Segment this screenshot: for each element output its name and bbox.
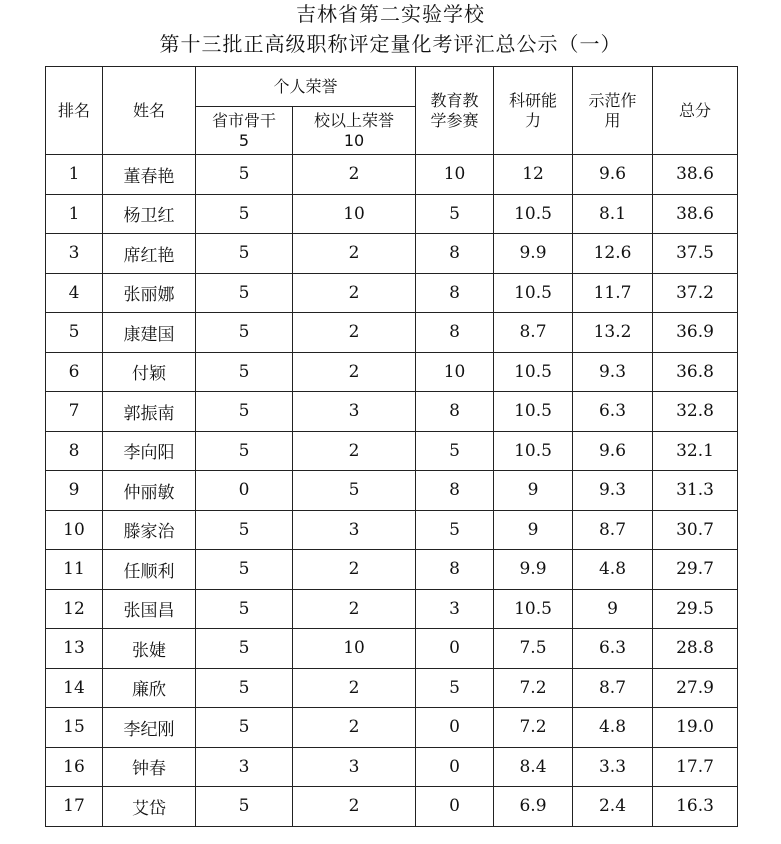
demo-score-cell: 2.4 bbox=[573, 787, 653, 827]
provincial-score-cell: 5 bbox=[196, 352, 293, 392]
school-title: 吉林省第二实验学校 bbox=[296, 2, 485, 26]
header-name: 姓名 bbox=[103, 67, 196, 155]
table-row bbox=[46, 155, 738, 195]
table-row bbox=[46, 668, 738, 708]
provincial-score-cell: 5 bbox=[196, 510, 293, 550]
header-demo-label: 示范作用 bbox=[588, 90, 637, 130]
teaching-score-cell: 8 bbox=[416, 471, 494, 511]
teaching-score-cell: 8 bbox=[416, 273, 494, 313]
total-score-cell: 29.5 bbox=[653, 589, 738, 629]
teaching-score-cell: 0 bbox=[416, 629, 494, 669]
total-score-cell: 29.7 bbox=[653, 550, 738, 590]
rank-cell: 5 bbox=[46, 313, 103, 353]
rank-cell: 7 bbox=[46, 392, 103, 432]
provincial-score-cell: 5 bbox=[196, 234, 293, 274]
research-score-cell: 7.2 bbox=[494, 708, 573, 748]
research-score-cell: 10.5 bbox=[494, 352, 573, 392]
header-research bbox=[494, 67, 573, 155]
total-score-cell: 27.9 bbox=[653, 668, 738, 708]
rank-cell: 4 bbox=[46, 273, 103, 313]
name-cell: 张国昌 bbox=[103, 589, 196, 629]
name-cell: 郭振南 bbox=[103, 392, 196, 432]
rank-cell: 11 bbox=[46, 550, 103, 590]
header-teaching-label: 教育教学参赛 bbox=[430, 90, 479, 130]
demo-score-cell: 4.8 bbox=[573, 550, 653, 590]
teaching-score-cell: 10 bbox=[416, 155, 494, 195]
table-row bbox=[46, 471, 738, 511]
provincial-score-cell: 0 bbox=[196, 471, 293, 511]
teaching-score-cell: 0 bbox=[416, 747, 494, 787]
rank-cell: 8 bbox=[46, 431, 103, 471]
table-row bbox=[46, 589, 738, 629]
rank-cell: 17 bbox=[46, 787, 103, 827]
teaching-score-cell: 8 bbox=[416, 313, 494, 353]
school-honor-score-cell: 2 bbox=[293, 668, 416, 708]
name-cell: 康建国 bbox=[103, 313, 196, 353]
demo-score-cell: 9.6 bbox=[573, 155, 653, 195]
rank-cell: 3 bbox=[46, 234, 103, 274]
table-row bbox=[46, 352, 738, 392]
provincial-score-cell: 5 bbox=[196, 155, 293, 195]
name-cell: 杨卫红 bbox=[103, 194, 196, 234]
provincial-score-cell: 5 bbox=[196, 550, 293, 590]
table-row bbox=[46, 431, 738, 471]
teaching-score-cell: 8 bbox=[416, 234, 494, 274]
research-score-cell: 9 bbox=[494, 471, 573, 511]
school-honor-score-cell: 10 bbox=[293, 194, 416, 234]
header-demo bbox=[573, 67, 653, 155]
total-score-cell: 32.8 bbox=[653, 392, 738, 432]
school-honor-score-cell: 2 bbox=[293, 431, 416, 471]
school-honor-score-cell: 2 bbox=[293, 273, 416, 313]
header-provincial bbox=[196, 107, 293, 155]
header-teaching bbox=[416, 67, 494, 155]
demo-score-cell: 3.3 bbox=[573, 747, 653, 787]
header-provincial-max: 5 bbox=[238, 130, 250, 150]
teaching-score-cell: 3 bbox=[416, 589, 494, 629]
school-honor-score-cell: 2 bbox=[293, 787, 416, 827]
document-title: 第十三批正高级职称评定量化考评汇总公示（一） bbox=[159, 32, 622, 56]
research-score-cell: 7.2 bbox=[494, 668, 573, 708]
provincial-score-cell: 5 bbox=[196, 668, 293, 708]
provincial-score-cell: 5 bbox=[196, 194, 293, 234]
header-provincial-label: 省市骨干 bbox=[211, 110, 276, 130]
research-score-cell: 12 bbox=[494, 155, 573, 195]
name-cell: 张婕 bbox=[103, 629, 196, 669]
demo-score-cell: 6.3 bbox=[573, 392, 653, 432]
demo-score-cell: 9.3 bbox=[573, 352, 653, 392]
research-score-cell: 8.4 bbox=[494, 747, 573, 787]
provincial-score-cell: 5 bbox=[196, 589, 293, 629]
provincial-score-cell: 5 bbox=[196, 708, 293, 748]
teaching-score-cell: 0 bbox=[416, 787, 494, 827]
demo-score-cell: 9.3 bbox=[573, 471, 653, 511]
name-cell: 滕家治 bbox=[103, 510, 196, 550]
total-score-cell: 19.0 bbox=[653, 708, 738, 748]
total-score-cell: 16.3 bbox=[653, 787, 738, 827]
score-table bbox=[45, 66, 738, 827]
name-cell: 付颖 bbox=[103, 352, 196, 392]
table-row bbox=[46, 392, 738, 432]
rank-cell: 1 bbox=[46, 194, 103, 234]
rank-cell: 6 bbox=[46, 352, 103, 392]
header-school-label: 校以上荣誉 bbox=[314, 110, 395, 130]
total-score-cell: 31.3 bbox=[653, 471, 738, 511]
total-score-cell: 36.9 bbox=[653, 313, 738, 353]
demo-score-cell: 8.1 bbox=[573, 194, 653, 234]
school-honor-score-cell: 2 bbox=[293, 708, 416, 748]
school-honor-score-cell: 10 bbox=[293, 629, 416, 669]
total-score-cell: 37.2 bbox=[653, 273, 738, 313]
total-score-cell: 36.8 bbox=[653, 352, 738, 392]
score-table-body bbox=[46, 155, 738, 827]
teaching-score-cell: 5 bbox=[416, 510, 494, 550]
demo-score-cell: 8.7 bbox=[573, 668, 653, 708]
research-score-cell: 10.5 bbox=[494, 392, 573, 432]
demo-score-cell: 12.6 bbox=[573, 234, 653, 274]
research-score-cell: 8.7 bbox=[494, 313, 573, 353]
research-score-cell: 10.5 bbox=[494, 194, 573, 234]
provincial-score-cell: 5 bbox=[196, 787, 293, 827]
research-score-cell: 10.5 bbox=[494, 589, 573, 629]
name-cell: 艾岱 bbox=[103, 787, 196, 827]
rank-cell: 10 bbox=[46, 510, 103, 550]
teaching-score-cell: 5 bbox=[416, 668, 494, 708]
demo-score-cell: 9.6 bbox=[573, 431, 653, 471]
rank-cell: 9 bbox=[46, 471, 103, 511]
teaching-score-cell: 0 bbox=[416, 708, 494, 748]
rank-cell: 1 bbox=[46, 155, 103, 195]
table-row bbox=[46, 787, 738, 827]
demo-score-cell: 6.3 bbox=[573, 629, 653, 669]
provincial-score-cell: 5 bbox=[196, 273, 293, 313]
table-row bbox=[46, 234, 738, 274]
research-score-cell: 6.9 bbox=[494, 787, 573, 827]
demo-score-cell: 8.7 bbox=[573, 510, 653, 550]
header-total: 总分 bbox=[653, 67, 738, 155]
table-row bbox=[46, 194, 738, 234]
rank-cell: 13 bbox=[46, 629, 103, 669]
name-cell: 李纪刚 bbox=[103, 708, 196, 748]
provincial-score-cell: 3 bbox=[196, 747, 293, 787]
demo-score-cell: 4.8 bbox=[573, 708, 653, 748]
demo-score-cell: 9 bbox=[573, 589, 653, 629]
header-honor-group: 个人荣誉 bbox=[196, 67, 416, 107]
table-row bbox=[46, 550, 738, 590]
rank-cell: 14 bbox=[46, 668, 103, 708]
name-cell: 任顺利 bbox=[103, 550, 196, 590]
rank-cell: 16 bbox=[46, 747, 103, 787]
teaching-score-cell: 8 bbox=[416, 550, 494, 590]
total-score-cell: 38.6 bbox=[653, 194, 738, 234]
teaching-score-cell: 8 bbox=[416, 392, 494, 432]
header-school bbox=[293, 107, 416, 155]
school-honor-score-cell: 3 bbox=[293, 510, 416, 550]
school-honor-score-cell: 2 bbox=[293, 313, 416, 353]
research-score-cell: 10.5 bbox=[494, 273, 573, 313]
header-research-label: 科研能力 bbox=[509, 90, 558, 130]
total-score-cell: 38.6 bbox=[653, 155, 738, 195]
school-honor-score-cell: 2 bbox=[293, 589, 416, 629]
provincial-score-cell: 5 bbox=[196, 313, 293, 353]
school-honor-score-cell: 2 bbox=[293, 234, 416, 274]
school-honor-score-cell: 3 bbox=[293, 392, 416, 432]
provincial-score-cell: 5 bbox=[196, 392, 293, 432]
header-school-max: 10 bbox=[343, 130, 365, 150]
rank-cell: 15 bbox=[46, 708, 103, 748]
school-honor-score-cell: 2 bbox=[293, 352, 416, 392]
demo-score-cell: 13.2 bbox=[573, 313, 653, 353]
header-rank: 排名 bbox=[46, 67, 103, 155]
rank-cell: 12 bbox=[46, 589, 103, 629]
name-cell: 董春艳 bbox=[103, 155, 196, 195]
research-score-cell: 9.9 bbox=[494, 234, 573, 274]
provincial-score-cell: 5 bbox=[196, 629, 293, 669]
school-honor-score-cell: 3 bbox=[293, 747, 416, 787]
name-cell: 仲丽敏 bbox=[103, 471, 196, 511]
table-row bbox=[46, 747, 738, 787]
teaching-score-cell: 10 bbox=[416, 352, 494, 392]
table-row bbox=[46, 313, 738, 353]
total-score-cell: 37.5 bbox=[653, 234, 738, 274]
research-score-cell: 7.5 bbox=[494, 629, 573, 669]
research-score-cell: 9.9 bbox=[494, 550, 573, 590]
name-cell: 廉欣 bbox=[103, 668, 196, 708]
name-cell: 席红艳 bbox=[103, 234, 196, 274]
teaching-score-cell: 5 bbox=[416, 194, 494, 234]
table-row bbox=[46, 510, 738, 550]
demo-score-cell: 11.7 bbox=[573, 273, 653, 313]
research-score-cell: 10.5 bbox=[494, 431, 573, 471]
teaching-score-cell: 5 bbox=[416, 431, 494, 471]
table-row bbox=[46, 273, 738, 313]
total-score-cell: 17.7 bbox=[653, 747, 738, 787]
total-score-cell: 30.7 bbox=[653, 510, 738, 550]
name-cell: 张丽娜 bbox=[103, 273, 196, 313]
school-honor-score-cell: 2 bbox=[293, 550, 416, 590]
provincial-score-cell: 5 bbox=[196, 431, 293, 471]
table-row bbox=[46, 708, 738, 748]
school-honor-score-cell: 5 bbox=[293, 471, 416, 511]
total-score-cell: 28.8 bbox=[653, 629, 738, 669]
school-honor-score-cell: 2 bbox=[293, 155, 416, 195]
total-score-cell: 32.1 bbox=[653, 431, 738, 471]
research-score-cell: 9 bbox=[494, 510, 573, 550]
name-cell: 钟春 bbox=[103, 747, 196, 787]
table-row bbox=[46, 629, 738, 669]
name-cell: 李向阳 bbox=[103, 431, 196, 471]
